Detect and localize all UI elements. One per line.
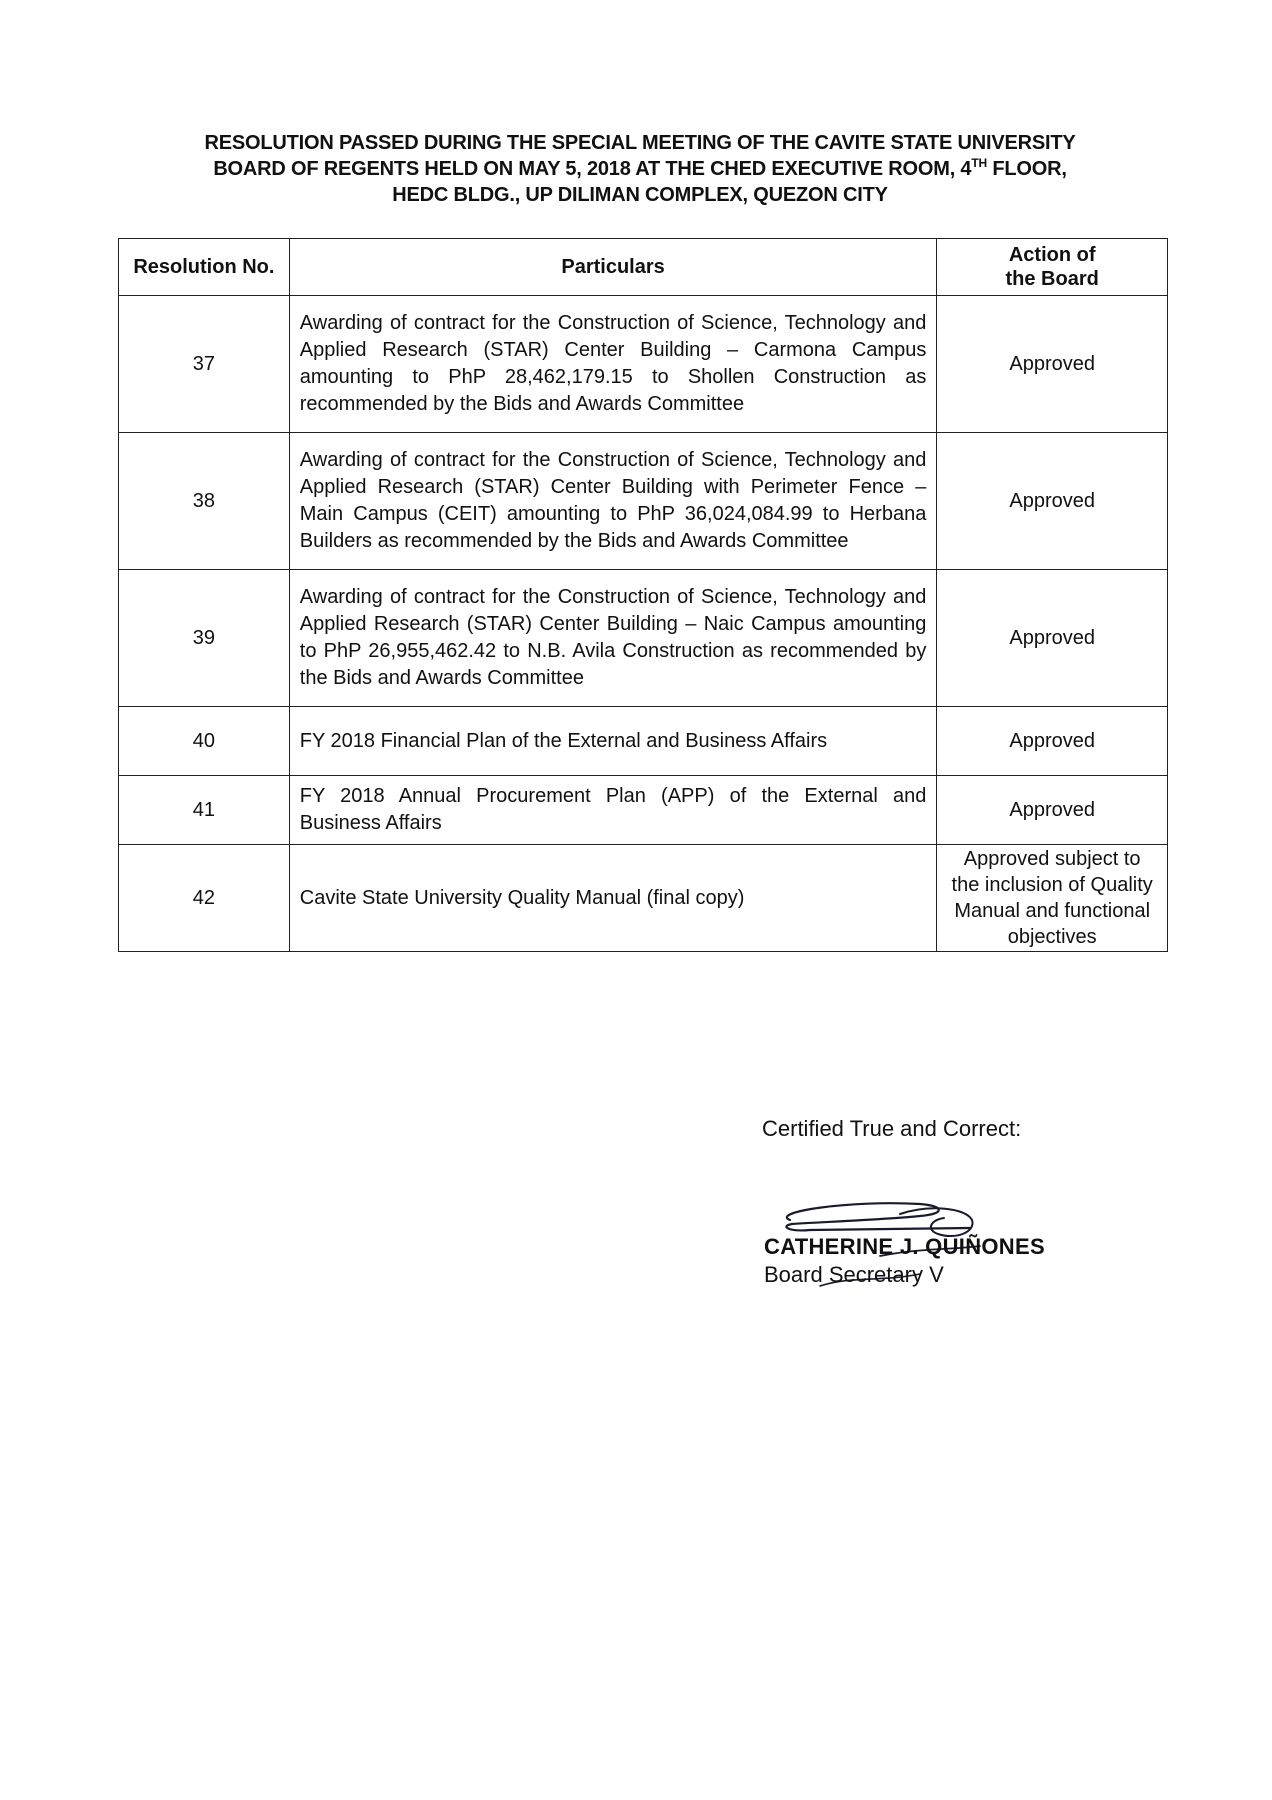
certification-label: Certified True and Correct: xyxy=(762,1116,1022,1141)
header-particulars: Particulars xyxy=(289,239,937,296)
resolution-particulars: Cavite State University Quality Manual (final copy) xyxy=(289,845,937,952)
resolution-action: Approved xyxy=(937,296,1168,433)
resolution-number: 40 xyxy=(119,707,290,776)
resolutions-table xyxy=(118,238,1168,952)
signature-block xyxy=(760,1190,1080,1300)
title-line-2-end: FLOOR, xyxy=(986,158,1067,180)
title-line-2-text: BOARD OF REGENTS HELD ON MAY 5, 2018 AT THE CHED EXECUTIVE ROOM, 4 xyxy=(213,158,972,180)
signer-title: Board Secretary V xyxy=(764,1262,944,1287)
resolution-particulars: Awarding of contract for the Construction of Science, Technology and Applied Research (STAR) Center Building – Carmona Campus amounting to PhP 28,462,179.15 to Shollen Construction as recommended by the Bids and Awards Committee xyxy=(289,296,937,433)
resolution-particulars: Awarding of contract for the Construction of Science, Technology and Applied Research (STAR) Center Building with Perimeter Fence – Main Campus (CEIT) amounting to PhP 36,024,084.99 to Herbana Builders as recommended by the Bids and Awards Committee xyxy=(289,433,937,570)
header-resolution-no: Resolution No. xyxy=(119,239,290,296)
resolution-number: 37 xyxy=(119,296,290,433)
title-line-3: HEDC BLDG., UP DILIMAN COMPLEX, QUEZON CITY xyxy=(392,184,888,206)
table-row xyxy=(119,776,1168,845)
resolution-action: Approved subject to the inclusion of Quality Manual and functional objectives xyxy=(937,845,1168,952)
resolution-action: Approved xyxy=(937,433,1168,570)
table-row xyxy=(119,296,1168,433)
resolution-number: 39 xyxy=(119,570,290,707)
signer-name: CATHERINE J. QUIÑONES xyxy=(764,1234,1045,1259)
resolution-number: 42 xyxy=(119,845,290,952)
resolution-action: Approved xyxy=(937,707,1168,776)
document-title xyxy=(118,130,1162,208)
title-line-2-superscript: TH xyxy=(971,156,987,170)
resolution-particulars: FY 2018 Financial Plan of the External and Business Affairs xyxy=(289,707,937,776)
resolution-action: Approved xyxy=(937,776,1168,845)
table-header-row xyxy=(119,239,1168,296)
title-line-2 xyxy=(118,156,1162,182)
header-action-label: Action of the Board xyxy=(1005,244,1099,290)
resolution-particulars: FY 2018 Annual Procurement Plan (APP) of the External and Business Affairs xyxy=(289,776,937,845)
table-row xyxy=(119,707,1168,776)
resolution-particulars: Awarding of contract for the Construction of Science, Technology and Applied Research (STAR) Center Building – Naic Campus amounting to PhP 26,955,462.42 to N.B. Avila Construction as recommended by the Bids and Awards Committee xyxy=(289,570,937,707)
header-action xyxy=(937,239,1168,296)
resolution-number: 38 xyxy=(119,433,290,570)
title-line-1: RESOLUTION PASSED DURING THE SPECIAL MEETING OF THE CAVITE STATE UNIVERSITY xyxy=(204,132,1076,154)
resolution-number: 41 xyxy=(119,776,290,845)
resolution-action: Approved xyxy=(937,570,1168,707)
table-row xyxy=(119,845,1168,952)
table-row xyxy=(119,433,1168,570)
table-row xyxy=(119,570,1168,707)
